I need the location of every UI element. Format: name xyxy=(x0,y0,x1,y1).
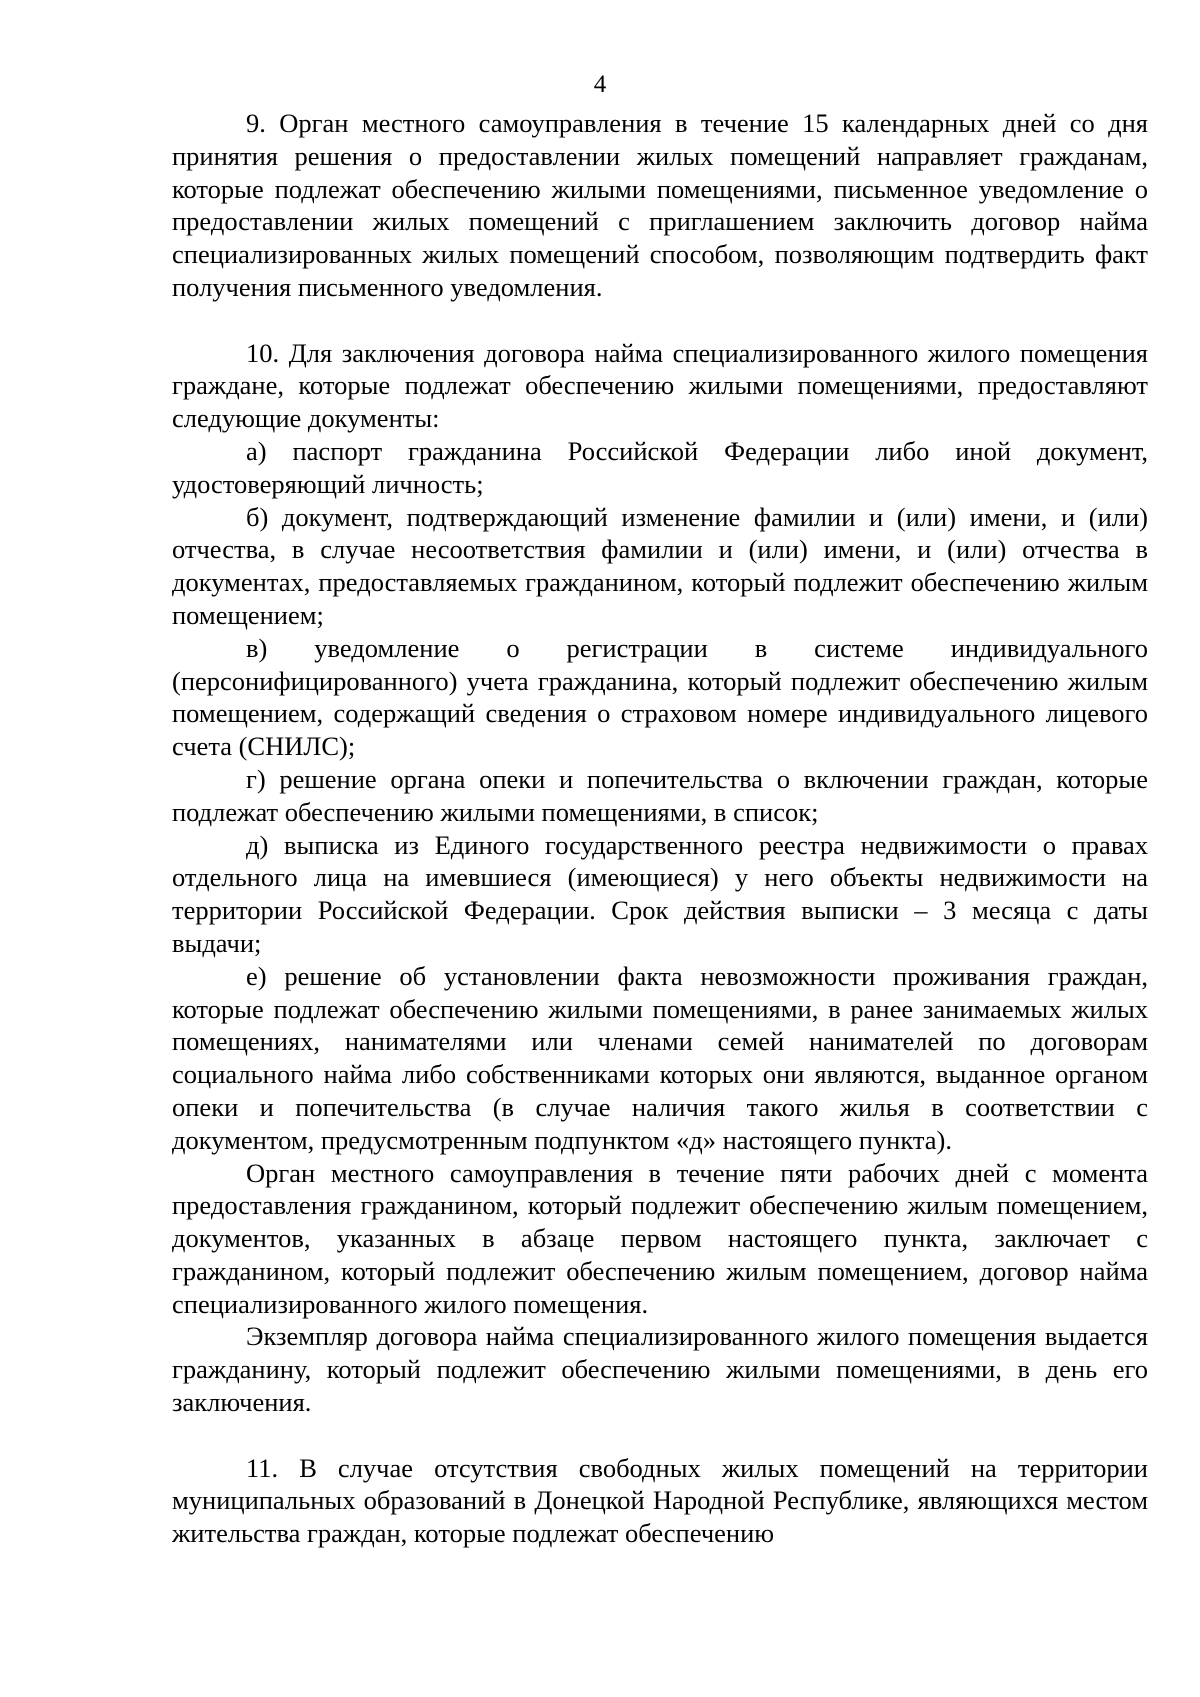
paragraph-item-10-g: г) решение органа опеки и попечительства о включении граждан, которые подлежат обеспечению жилыми помещениями, в список; xyxy=(172,763,1148,827)
paragraph-item-10-para-3: Экземпляр договора найма специализированного жилого помещения выдается гражданину, который подлежит обеспечению жилыми помещениями, в день его заключения. xyxy=(172,1321,1148,1418)
document-body xyxy=(172,107,1148,1550)
paragraph-item-10-v: в) уведомление о регистрации в системе индивидуального (персонифицированного) учета гражданина, который подлежит обеспечению жилым помещением, содержащий сведения о страховом номере индивидуального лицевого счета (СНИЛС); xyxy=(172,632,1148,762)
paragraph-item-11: 11. В случае отсутствия свободных жилых помещений на территории муниципальных образований в Донецкой Народной Республике, являющихся местом жительства граждан, которые подлежат обеспечению xyxy=(172,1452,1148,1549)
paragraph-item-10-d: д) выписка из Единого государственного реестра недвижимости о правах отдельного лица на имевшиеся (имеющиеся) у него объекты недвижимости на территории Российской Федерации. Срок действия выписки – 3 месяца с даты выдачи; xyxy=(172,829,1148,958)
paragraph-item-10-a: а) паспорт гражданина Российской Федерации либо иной документ, удостоверяющий личность; xyxy=(172,435,1148,499)
paragraph-item-10: 10. Для заключения договора найма специализированного жилого помещения граждане, которые подлежат обеспечению жилыми помещениями, предоставляют следующие документы: xyxy=(172,337,1148,434)
paragraph-item-9: 9. Орган местного самоуправления в течение 15 календарных дней со дня принятия решения о предоставлении жилых помещений направляет гражданам, которые подлежат обеспечению жилыми помещениями, письменное уведомление о предоставлении жилых помещений с приглашением заключить договор найма специализированных жилых помещений способом, позволяющим подтвердить факт получения письменного уведомления. xyxy=(172,108,1148,302)
paragraph-item-10-b: б) документ, подтверждающий изменение фамилии и (или) имени, и (или) отчества, в случае несоответствия фамилии и (или) имени, и (или) отчества в документах, предоставляемых гражданином, который подлежит обеспечению жилым помещением; xyxy=(172,501,1148,630)
paragraph-item-10-para-2: Орган местного самоуправления в течение пяти рабочих дней с момента предоставления гражданином, который подлежит обеспечению жилым помещением, документов, указанных в абзаце первом настоящего пункта, заключает с гражданином, который подлежит обеспечению жилым помещением, договор найма специализированного жилого помещения. xyxy=(172,1157,1148,1319)
page-number: 4 xyxy=(593,71,607,98)
paragraph-item-10-e: е) решение об установлении факта невозможности проживания граждан, которые подлежат обеспечению жилыми помещениями, в ранее занимаемых жилых помещениях, нанимателями или членами семей нанимателей по договорам социального найма либо собственниками которых они являются, выданное органом опеки и попечительства (в случае наличия такого жилья в соответствии с документом, предусмотренным подпунктом «д» настоящего пункта). xyxy=(172,960,1148,1155)
